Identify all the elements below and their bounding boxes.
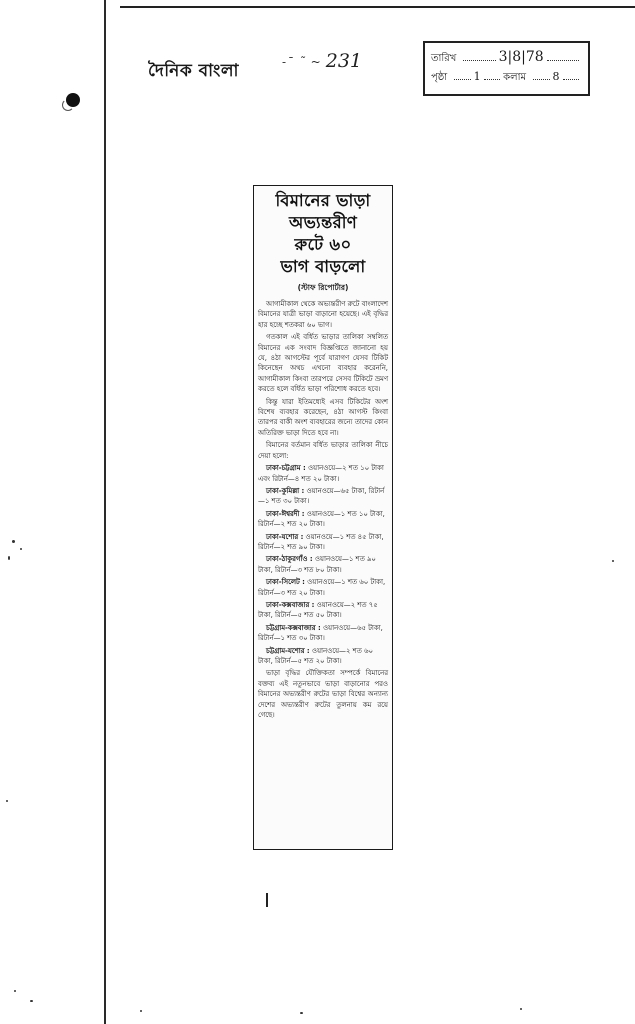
reference-number-value: 231 xyxy=(325,50,363,72)
article-closing: ভাড়া বৃদ্ধির যৌক্তিকতা সম্পর্কে বিমানের বক্তব্য এই নতুনভাবে ভাড়া বাড়ানোর পরও বিমানের অভ্যন্তরীণ রুটের ভাড়া বিশ্বের অন্যান্য দেশের অভ্যন্তরীণ রুটের তুলনায় কম রয়ে গেছে। xyxy=(258,669,388,720)
top-rule xyxy=(120,6,635,8)
article-paragraph: গতকাল এই বর্ধিত ভাড়ার তালিকা সম্বলিত বিমানের এক সংবাদ বিজ্ঞপ্তিতে জানানো হয় যে, ৪ঠা আগস্টের পূর্বে যারাগণ যেসব টিকিট কিনেছেন অথচ এখনো ব্যবহার করেননি, আগামীকাল কিংবা তারপরে সেসব টিকিটে ভ্রমণ করতে হলে বর্ধিত ভাড়া পরিশোধ করতে হবে। xyxy=(258,333,388,394)
fare-detail: ওয়ানওয়ে—৬৫ টাকা, রিটার্ন—১ শত ৩০ টাকা। xyxy=(258,486,385,506)
scan-speckle xyxy=(140,1010,142,1012)
scan-speckle xyxy=(30,1000,33,1002)
fare-detail: ওয়ানওয়ে—১ শত ১০ টাকা, রিটার্ন—২ শত ২০ টাকা। xyxy=(258,509,385,529)
stamp-date-row xyxy=(431,49,582,70)
scan-speckle xyxy=(520,1008,522,1010)
fare-detail: ওয়ানওয়ে—২ শত ৭৫ টাকা, রিটার্ন—৫ শত ৫০ টাকা। xyxy=(258,600,378,620)
fare-route: চট্টগ্রাম-যশোর : xyxy=(266,646,310,655)
headline-line: বিমানের ভাড়া xyxy=(275,191,371,210)
article-byline: (স্টাফ রিপোর্টার) xyxy=(297,283,349,292)
fare-detail: ওয়ানওয়ে—৬৫ টাকা, রিটার্ন—১ শত ৩০ টাকা। xyxy=(258,623,383,643)
scan-speckle xyxy=(14,990,16,992)
stamp-dots xyxy=(463,52,495,61)
scan-speckle xyxy=(20,548,22,550)
scan-speckle xyxy=(300,1012,303,1014)
fare-route: ঢাকা-কুমিল্লা : xyxy=(266,486,305,495)
stamp-column-value: 8 xyxy=(552,70,560,83)
clipping-tail-mark xyxy=(266,893,268,907)
fare-entry xyxy=(258,646,388,667)
fare-detail: ওয়ানওয়ে—১ শত ৬০ টাকা, রিটার্ন—৩ শত ২০ টাকা। xyxy=(258,578,386,597)
margin-rule xyxy=(104,0,106,1024)
fare-detail: ওয়ানওয়ে—১ শত ৯০ টাকা, রিটার্ন—৩ শত ৮০ টাকা। xyxy=(258,555,376,574)
headline-line: রুটে ৬০ xyxy=(294,235,352,254)
article-paragraph: কিন্তু যারা ইতিমধ্যেই এসব টিকিটের অংশ বিশেষ ব্যবহার করেছেন, ৪ঠা আগস্ট কিংবা তারপর বাকী অংশ ব্যবহারের জন্যে তাদের কোন অতিরিক্ত ভাড়া দিতে হবে না। xyxy=(258,397,388,437)
stamp-date-value: 3|8|78 xyxy=(498,49,544,65)
stamp-page-label: পৃষ্ঠা xyxy=(431,72,448,83)
fare-route: ঢাকা-চট্টগ্রাম : xyxy=(266,464,306,473)
fare-entry xyxy=(258,463,388,484)
fare-entry xyxy=(258,532,388,553)
fare-detail: ওয়ানওয়ে—১ শত ৪৫ টাকা, রিটার্ন—২ শত ৯০ টাকা। xyxy=(258,532,384,551)
newspaper-clipping xyxy=(253,185,393,850)
article-headline xyxy=(258,190,388,278)
stamp-dots xyxy=(563,71,579,80)
fare-entry xyxy=(258,600,388,621)
fare-detail: ওয়ানওয়ে—২ শত ১০ টাকা এবং রিটার্ন—৪ শত ২০ টাকা। xyxy=(258,464,384,483)
stamp-column-label: কলাম xyxy=(503,72,527,83)
stamp-dots xyxy=(547,52,579,61)
scan-speckle xyxy=(612,560,614,562)
fare-route: চট্টগ্রাম-কক্সবাজার : xyxy=(266,623,321,632)
archive-stamp xyxy=(423,41,590,96)
fare-detail: ওয়ানওয়ে—২ শত ৬০ টাকা, রিটার্ন—৫ শত ২০ টাকা। xyxy=(258,646,373,665)
fare-entry xyxy=(258,577,388,598)
fare-route: ঢাকা-কক্সবাজার : xyxy=(266,600,315,609)
scan-speckle xyxy=(6,800,8,802)
reference-number xyxy=(282,50,362,72)
article-body xyxy=(258,299,388,720)
stamp-dots xyxy=(454,71,470,80)
newspaper-name: দৈনিক বাংলা xyxy=(148,61,239,81)
fare-route: ঢাকা-যশোর : xyxy=(266,532,304,541)
article-paragraph: বিমানের বর্তমান বর্ধিত ভাড়ার তালিকা নীচে দেয়া হলো: xyxy=(258,441,388,460)
fare-route: ঢাকা-সিলেট : xyxy=(266,578,305,587)
fare-entry xyxy=(258,623,388,644)
fare-entry xyxy=(258,509,388,530)
stamp-page-value: 1 xyxy=(473,70,481,83)
stamp-date-label: তারিখ xyxy=(431,53,457,64)
fare-route: ঢাকা-ঠাকুরগাঁও : xyxy=(266,555,313,564)
stamp-dots xyxy=(533,71,549,80)
fare-entry xyxy=(258,486,388,507)
stamp-page-row xyxy=(431,70,582,91)
fare-route: ঢাকা-ঈশ্বরদী : xyxy=(266,509,305,518)
punch-hole xyxy=(66,93,80,107)
scan-speckle xyxy=(8,556,10,560)
article-paragraph: আগামীকাল থেকে অভ্যন্তরীণ রুটে বাংলাদেশ বিমানের যাত্রী ভাড়া বাড়ানো হয়েছে। এই বৃদ্ধির হার হচ্ছে শতকরা ৬০ ভাগ। xyxy=(258,300,388,329)
headline-line: অভ্যন্তরীণ xyxy=(288,213,357,232)
stamp-dots xyxy=(484,71,500,80)
headline-line: ভাগ বাড়লো xyxy=(280,257,366,276)
fare-entry xyxy=(258,554,388,575)
scan-speckle xyxy=(12,540,15,543)
ref-dash-mark: -ˉ ˜ ~ xyxy=(282,55,322,69)
